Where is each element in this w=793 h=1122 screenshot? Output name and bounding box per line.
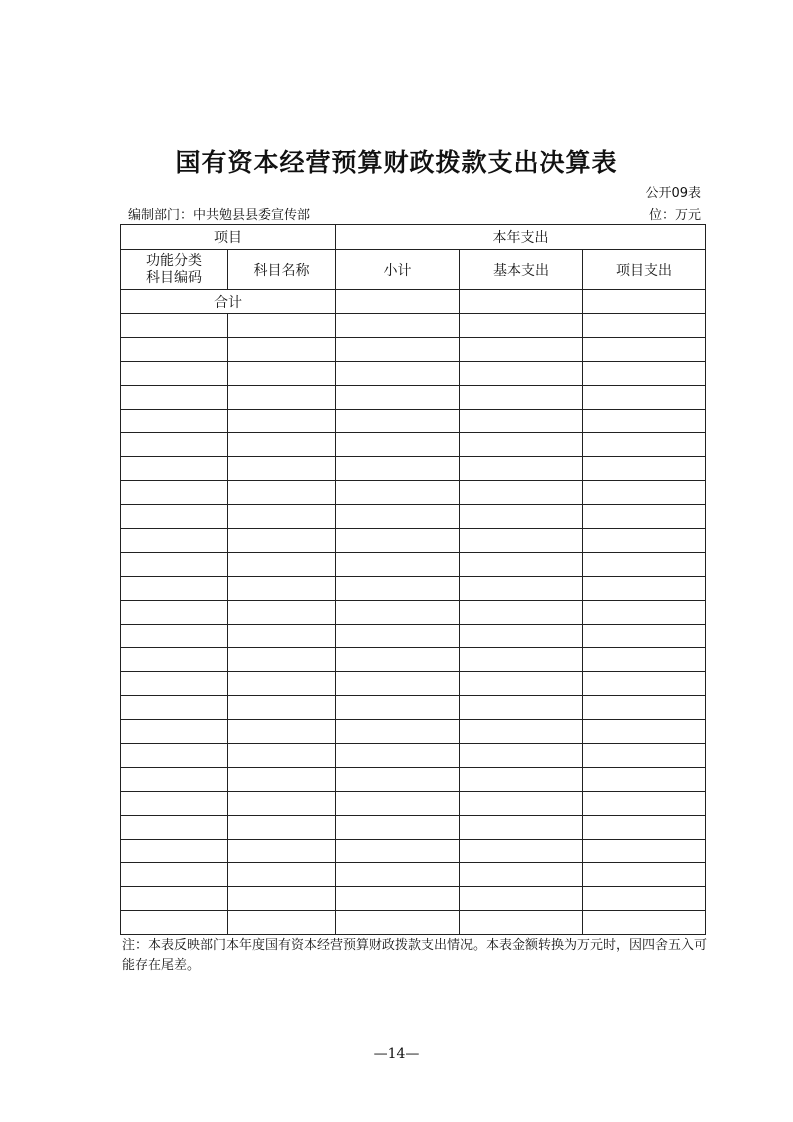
table-row	[121, 600, 706, 624]
table-row	[121, 361, 706, 385]
table-row	[121, 337, 706, 361]
table-cell	[228, 720, 336, 744]
table-row	[121, 720, 706, 744]
table-cell	[460, 672, 583, 696]
unit-label: 位：万元	[648, 208, 701, 223]
table-cell	[228, 791, 336, 815]
table-cell	[583, 361, 706, 385]
table-cell	[228, 863, 336, 887]
table-cell	[121, 839, 228, 863]
table-cell	[121, 815, 228, 839]
table-cell	[336, 576, 460, 600]
table-cell	[121, 409, 228, 433]
col-subtotal-header: 小计	[336, 250, 460, 290]
table-cell	[228, 457, 336, 481]
table-cell	[460, 911, 583, 935]
table-cell	[583, 839, 706, 863]
table-cell	[583, 409, 706, 433]
table-cell	[583, 648, 706, 672]
table-cell	[228, 911, 336, 935]
table-cell	[228, 433, 336, 457]
table-cell	[460, 337, 583, 361]
table-cell	[460, 720, 583, 744]
table-cell	[583, 481, 706, 505]
table-cell	[228, 552, 336, 576]
table-cell	[583, 911, 706, 935]
table-cell	[460, 648, 583, 672]
table-cell	[121, 576, 228, 600]
table-row	[121, 911, 706, 935]
table-row	[121, 672, 706, 696]
table-cell	[121, 791, 228, 815]
header-row-1	[121, 225, 706, 250]
table-row	[121, 767, 706, 791]
table-cell	[121, 767, 228, 791]
table-cell	[121, 385, 228, 409]
table-cell	[583, 576, 706, 600]
total-project-cell	[583, 290, 706, 314]
table-cell	[460, 409, 583, 433]
table-cell	[460, 744, 583, 768]
table-cell	[460, 481, 583, 505]
table-cell	[460, 791, 583, 815]
table-cell	[460, 552, 583, 576]
table-row	[121, 744, 706, 768]
table-cell	[121, 600, 228, 624]
table-cell	[336, 720, 460, 744]
table-cell	[336, 815, 460, 839]
table-cell	[336, 314, 460, 338]
header-current-year: 本年支出	[336, 225, 706, 250]
header-project: 项目	[121, 225, 336, 250]
page-number: —14—	[373, 1046, 420, 1062]
table-cell	[460, 433, 583, 457]
table-cell	[228, 672, 336, 696]
table-cell	[336, 767, 460, 791]
table-cell	[336, 529, 460, 553]
table-cell	[121, 552, 228, 576]
table-cell	[336, 481, 460, 505]
table-cell	[583, 314, 706, 338]
total-row	[121, 290, 706, 314]
table-row	[121, 529, 706, 553]
table-cell	[228, 481, 336, 505]
table-cell	[121, 744, 228, 768]
footnote: 注：本表反映部门本年度国有资本经营预算财政拨款支出情况。本表金额转换为万元时，因四舍五入可能存在尾差。	[122, 938, 708, 973]
table-cell	[228, 624, 336, 648]
table-cell	[228, 337, 336, 361]
table-row	[121, 505, 706, 529]
table-cell	[336, 696, 460, 720]
table-cell	[336, 600, 460, 624]
table-cell	[336, 409, 460, 433]
table-cell	[460, 385, 583, 409]
table-cell	[121, 361, 228, 385]
table-cell	[460, 600, 583, 624]
total-basic-cell	[460, 290, 583, 314]
table-cell	[583, 505, 706, 529]
table-cell	[583, 863, 706, 887]
table-cell	[228, 600, 336, 624]
table-row	[121, 576, 706, 600]
col-code-header: 功能分类 科目编码	[121, 250, 228, 290]
table-cell	[121, 624, 228, 648]
table-cell	[121, 696, 228, 720]
table-cell	[121, 433, 228, 457]
table-row	[121, 791, 706, 815]
table-cell	[228, 696, 336, 720]
table-cell	[583, 887, 706, 911]
table-cell	[228, 887, 336, 911]
table-cell	[121, 505, 228, 529]
table-row	[121, 314, 706, 338]
table-cell	[336, 911, 460, 935]
table-cell	[121, 457, 228, 481]
table-cell	[121, 529, 228, 553]
table-cell	[336, 672, 460, 696]
table-cell	[460, 361, 583, 385]
table-cell	[460, 457, 583, 481]
table-cell	[228, 815, 336, 839]
table-cell	[121, 481, 228, 505]
form-code: 公开09表	[645, 186, 701, 201]
table-cell	[228, 576, 336, 600]
table-cell	[583, 624, 706, 648]
table-cell	[583, 791, 706, 815]
table-cell	[460, 815, 583, 839]
table-row	[121, 624, 706, 648]
table-row	[121, 385, 706, 409]
table-cell	[583, 433, 706, 457]
table-cell	[336, 433, 460, 457]
table-cell	[228, 648, 336, 672]
table-cell	[460, 529, 583, 553]
table-cell	[583, 767, 706, 791]
col-basic-header: 基本支出	[460, 250, 583, 290]
table-cell	[583, 815, 706, 839]
table-cell	[336, 361, 460, 385]
table-cell	[228, 839, 336, 863]
table-cell	[336, 863, 460, 887]
table-cell	[121, 720, 228, 744]
header-row-2	[121, 250, 706, 290]
table-row	[121, 481, 706, 505]
table-cell	[336, 744, 460, 768]
col-name-header: 科目名称	[228, 250, 336, 290]
table-cell	[336, 552, 460, 576]
table-cell	[583, 672, 706, 696]
table-cell	[228, 409, 336, 433]
table-row	[121, 433, 706, 457]
table-cell	[121, 887, 228, 911]
table-row	[121, 815, 706, 839]
table-cell	[583, 744, 706, 768]
table-cell	[336, 839, 460, 863]
table-cell	[121, 863, 228, 887]
table-cell	[460, 576, 583, 600]
table-cell	[336, 648, 460, 672]
table-cell	[583, 337, 706, 361]
table-cell	[336, 505, 460, 529]
table-cell	[460, 696, 583, 720]
department-label: 编制部门：中共勉县县委宣传部	[128, 208, 311, 223]
table-cell	[460, 863, 583, 887]
table-cell	[336, 624, 460, 648]
table-cell	[336, 337, 460, 361]
table-cell	[121, 314, 228, 338]
table-cell	[228, 505, 336, 529]
table-row	[121, 839, 706, 863]
table-cell	[121, 672, 228, 696]
table-cell	[228, 744, 336, 768]
table-cell	[583, 529, 706, 553]
total-subtotal-cell	[336, 290, 460, 314]
table-cell	[583, 600, 706, 624]
table-cell	[228, 529, 336, 553]
table-cell	[583, 385, 706, 409]
table-cell	[336, 887, 460, 911]
table-cell	[228, 314, 336, 338]
table-cell	[336, 385, 460, 409]
table-cell	[460, 767, 583, 791]
table-cell	[460, 887, 583, 911]
table-cell	[583, 552, 706, 576]
table-cell	[460, 505, 583, 529]
page-title: 国有资本经营预算财政拨款支出决算表	[175, 148, 618, 177]
table-cell	[121, 337, 228, 361]
table-row	[121, 696, 706, 720]
table-cell	[336, 457, 460, 481]
expenditure-table	[120, 224, 706, 935]
table-cell	[121, 648, 228, 672]
table-row	[121, 648, 706, 672]
table-cell	[583, 720, 706, 744]
table-cell	[228, 767, 336, 791]
table-row	[121, 409, 706, 433]
table-row	[121, 863, 706, 887]
table-cell	[460, 839, 583, 863]
table-cell	[336, 791, 460, 815]
table-row	[121, 552, 706, 576]
table-row	[121, 457, 706, 481]
table-cell	[228, 361, 336, 385]
table-cell	[228, 385, 336, 409]
table-cell	[583, 696, 706, 720]
total-label: 合计	[121, 290, 336, 314]
table-row	[121, 887, 706, 911]
table-cell	[460, 314, 583, 338]
table-cell	[121, 911, 228, 935]
col-project-header: 项目支出	[583, 250, 706, 290]
table-cell	[460, 624, 583, 648]
table-cell	[583, 457, 706, 481]
